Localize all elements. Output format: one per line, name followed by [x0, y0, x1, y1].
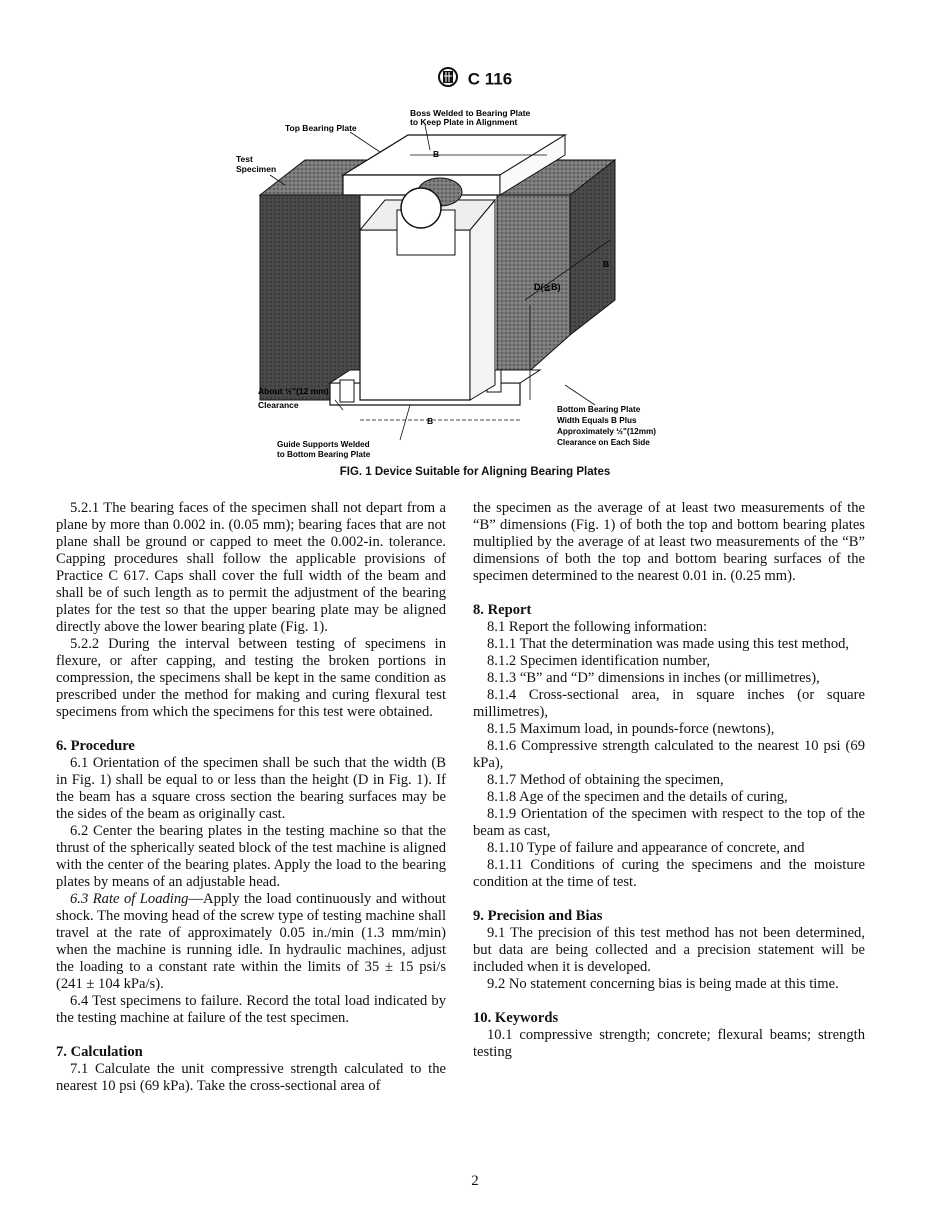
label-bottom-1: Bottom Bearing Plate — [557, 405, 641, 414]
para-8-1-4: 8.1.4 Cross-sectional area, in square inches (or square millimetres), — [473, 687, 865, 720]
label-d: D(≧B) — [534, 282, 561, 292]
right-column — [473, 500, 865, 1061]
label-bottom-2: Width Equals B Plus — [557, 416, 637, 425]
para-9-2: 9.2 No statement concerning bias is being made at this time. — [487, 976, 839, 992]
label-b-top: B — [433, 149, 440, 159]
para-8-1-9: 8.1.9 Orientation of the specimen with respect to the top of the beam as cast, — [473, 806, 865, 839]
label-boss: Boss Welded to Bearing Plate — [410, 108, 531, 118]
label-guide-1: Guide Supports Welded — [277, 440, 370, 449]
rate-of-loading-label: 6.3 Rate of Loading — [70, 891, 189, 907]
left-column — [56, 500, 446, 1095]
page-header — [0, 66, 950, 93]
label-bottom-4: Clearance on Each Side — [557, 438, 650, 447]
label-specimen: Specimen — [236, 164, 277, 174]
heading-report: 8. Report — [473, 602, 532, 618]
heading-procedure: 6. Procedure — [56, 738, 135, 754]
para-7-1-cont: the specimen as the average of at least two measurements of the “B” dimensions (Fig. 1) of both the top and bottom bearing plates multiplied by the average of at least two measurements of the “B” dimensions of both the top and bottom bearing surfaces of the specimen determined to the nearest 0.01 in. (0.25 mm). — [473, 500, 865, 584]
label-bottom-3: Approximately ½"(12mm) — [557, 427, 656, 436]
heading-keywords: 10. Keywords — [473, 1010, 559, 1026]
label-guide-2: to Bottom Bearing Plate — [277, 450, 371, 459]
para-8-1-8: 8.1.8 Age of the specimen and the details of curing, — [487, 789, 788, 805]
para-8-1-2: 8.1.2 Specimen identification number, — [487, 653, 711, 669]
figure-1 — [225, 100, 725, 470]
para-6-1: 6.1 Orientation of the specimen shall be such that the width (B in Fig. 1) shall be equal to or less than the height (D in Fig. 1). If the beam has a square cross section the bearing surfaces may be the sides of the beam as originally cast. — [56, 755, 446, 822]
heading-calculation: 7. Calculation — [56, 1044, 143, 1060]
para-5-2-1: 5.2.1 The bearing faces of the specimen shall not depart from a plane by more than 0.002 in. (0.05 mm); bearing faces that are not plane shall be ground or capped to meet the 0.002-in. tolerance. Capping procedures shall follow the applicable provisions of Practice C 617. Caps shall cover the full width of the beam and shall be of such length as to permit the adjustment of the bearing plates for the test so that the upper bearing plate may be aligned directly above the lower bearing plate (Fig. 1). — [56, 500, 446, 635]
para-7-1: 7.1 Calculate the unit compressive strength calculated to the nearest 10 psi (69 kPa). Take the cross-sectional area of — [56, 1061, 446, 1094]
figure-caption: FIG. 1 Device Suitable for Aligning Bearing Plates — [339, 466, 611, 478]
para-10-1: 10.1 compressive strength; concrete; flexural beams; strength testing — [473, 1027, 865, 1060]
para-8-1-7: 8.1.7 Method of obtaining the specimen, — [487, 772, 724, 788]
page-number: 2 — [471, 1173, 479, 1189]
para-6-4: 6.4 Test specimens to failure. Record the total load indicated by the testing machine at failure of the test specimen. — [56, 993, 446, 1026]
rate-of-loading-text: —Apply the load continuously and without shock. The moving head of the screw type of testing machine shall travel at the rate of approximately 0.05 in./min (1.3 mm/min) when the machine is running idle. In hydraulic machines, adjust the loading to a constant rate within the limits of 35 ± 15 psi/s (241 ± 104 kPa/s). — [56, 891, 446, 992]
bearing-plate-diagram — [225, 100, 725, 470]
label-boss-2: to Keep Plate in Alignment — [410, 117, 518, 127]
para-6-2: 6.2 Center the bearing plates in the testing machine so that the thrust of the spherically seated block of the test machine is aligned with the center of the bearing plates. Apply the load to the bearing plates by means of an adjustable head. — [56, 823, 446, 890]
para-8-1-1: 8.1.1 That the determination was made using this test method, — [487, 636, 850, 652]
para-8-1-3: 8.1.3 “B” and “D” dimensions in inches (or millimetres), — [487, 670, 820, 686]
para-8-1-10: 8.1.10 Type of failure and appearance of concrete, and — [487, 840, 805, 856]
standard-designation: C 116 — [467, 69, 513, 89]
label-top-plate: Top Bearing Plate — [285, 123, 357, 133]
label-clearance: Clearance — [258, 400, 299, 410]
para-8-1-5: 8.1.5 Maximum load, in pounds-force (newtons), — [487, 721, 775, 737]
label-b-side: B — [603, 259, 610, 269]
astm-logo-icon — [438, 66, 458, 93]
para-8-1: 8.1 Report the following information: — [487, 619, 708, 635]
para-5-2-2: 5.2.2 During the interval between testing of specimens in flexure, or after capping, and testing the broken portions in compression, the specimens shall be kept in the same condition as prescribed under the method for making and curing flexural test specimens from which the specimens for this test were obtained. — [56, 636, 446, 720]
para-8-1-6: 8.1.6 Compressive strength calculated to the nearest 10 psi (69 kPa), — [473, 738, 865, 771]
para-9-1: 9.1 The precision of this test method has not been determined, but data are being collected and a precision statement will be included when it is developed. — [473, 925, 865, 975]
label-b-bottom: B — [427, 416, 434, 426]
heading-precision-bias: 9. Precision and Bias — [473, 908, 603, 924]
label-about: About ½"(12 mm) — [258, 386, 329, 396]
para-6-3 — [56, 891, 446, 993]
label-test: Test — [236, 154, 253, 164]
para-8-1-11: 8.1.11 Conditions of curing the specimens and the moisture condition at the time of test. — [473, 857, 865, 890]
